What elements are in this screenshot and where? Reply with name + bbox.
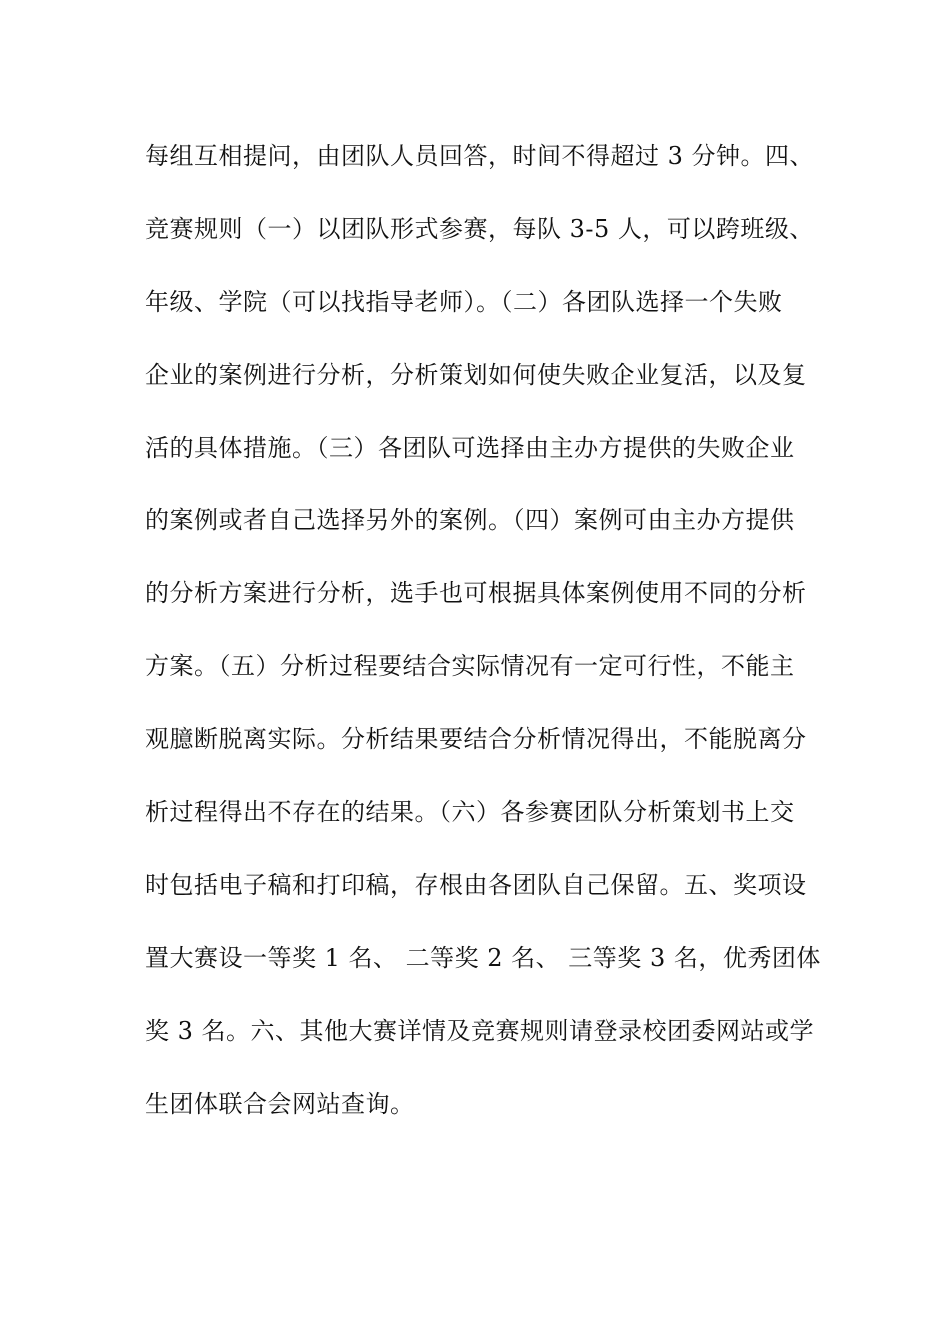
text-line: 析过程得出不存在的结果。（六）各参赛团队分析策划书上交 bbox=[145, 798, 795, 827]
text-line: 观臆断脱离实际。分析结果要结合分析情况得出，不能脱离分 bbox=[145, 725, 807, 754]
text-line: 方案。（五）分析过程要结合实际情况有一定可行性，不能主 bbox=[145, 652, 795, 681]
text-line: 活的具体措施。（三）各团队可选择由主办方提供的失败企业 bbox=[145, 433, 795, 462]
text-line: 年级、学院（可以找指导老师）。（二）各团队选择一个失败 bbox=[145, 287, 783, 316]
text-line: 企业的案例进行分析，分析策划如何使失败企业复活，以及复 bbox=[145, 360, 807, 389]
text-line: 的分析方案进行分析，选手也可根据具体案例使用不同的分析 bbox=[145, 579, 807, 608]
body-text bbox=[145, 128, 821, 1148]
text-line: 的案例或者自己选择另外的案例。（四）案例可由主办方提供 bbox=[145, 506, 795, 535]
text-line: 竞赛规则（一）以团队形式参赛，每队 3-5 人，可以跨班级、 bbox=[145, 214, 814, 243]
text-line: 时包括电子稿和打印稿，存根由各团队自己保留。五、奖项设 bbox=[145, 870, 807, 899]
text-line: 奖 3 名。六、其他大赛详情及竞赛规则请登录校团委网站或学 bbox=[145, 1016, 815, 1045]
text-line: 置大赛设一等奖 1 名、 二等奖 2 名、 三等奖 3 名，优秀团体 bbox=[145, 943, 821, 972]
text-line: 每组互相提问，由团队人员回答，时间不得超过 3 分钟。四、 bbox=[145, 142, 815, 170]
text-line: 生团体联合会网站查询。 bbox=[145, 1089, 415, 1118]
